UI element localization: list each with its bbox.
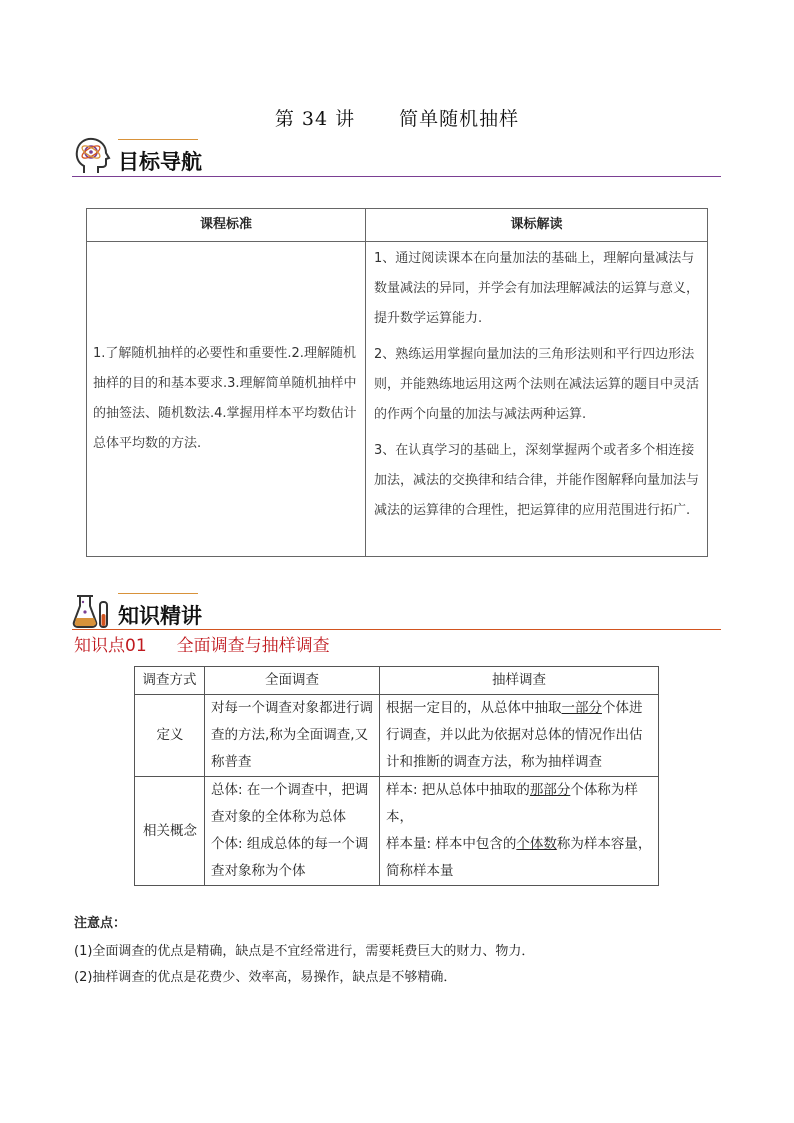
goals-section-title: 目标导航 [118,150,202,174]
survey-comparison-table [134,666,659,886]
header-survey-method: 调查方式 [135,667,205,695]
note-item: (1)全面调查的优点是精确，缺点是不宜经常进行，需要耗费巨大的财力、物力． [74,944,535,959]
header-standard-interpretation: 课标解读 [366,209,708,242]
notes-title: 注意点： [74,916,127,931]
interpretation-item: 1、通过阅读课本在向量加法的基础上，理解向量减法与数量减法的异同，并学会有加法理解减法的运算与意义，提升数学运算能力. [374,251,700,326]
head-brain-icon [72,136,112,176]
knowledge-section-title: 知识精讲 [118,604,202,628]
notes-block [74,912,534,991]
header-full-survey: 全面调查 [205,667,380,695]
lab-flask-icon [72,592,112,630]
knowledge-point-title: 全面调查与抽样调查 [176,636,330,656]
row-label-definition: 定义 [135,695,205,777]
standard-interpretation-cell [366,242,708,557]
course-standards-table [86,208,708,557]
interpretation-item: 2、熟练运用掌握向量加法的三角形法则和平行四边形法则，并能熟练地运用这两个法则在减法运算的题目中灵活的作两个向量的加法与减法两种运算. [374,347,700,422]
underlined-term: 那部分 [529,782,571,798]
course-standard-text: 1.了解随机抽样的必要性和重要性.2.理解随机抽样的目的和基本要求.3.理解简单随机抽样中的抽签法、随机数法.4.掌握用样本平均数估计总体平均数的方法. [87,242,366,557]
row-label-concepts: 相关概念 [135,777,205,886]
note-item: (2)抽样调查的优点是花费少、效率高，易操作，缺点是不够精确． [74,970,457,985]
underlined-term: 个体数 [516,836,557,852]
goals-rule [72,176,721,177]
knowledge-point-number: 知识点01 [74,636,147,656]
goals-overline [118,139,198,140]
knowledge-rule [72,629,721,630]
knowledge-point-heading [74,631,330,656]
underlined-term: 一部分 [561,700,602,716]
full-survey-definition: 对每一个调查对象都进行调查的方法,称为全面调查,又称普查 [205,695,380,777]
interpretation-item: 3、在认真学习的基础上，深刻掌握两个或者多个相连接加法，减法的交换律和结合律，并能作图解释向量加法与减法的运算律的合理性，把运算律的应用范围进行拓广. [374,443,700,518]
lecture-number: 第 34 讲 [274,108,356,130]
full-survey-concepts: 总体: 在一个调查中，把调查对象的全体称为总体 个体: 组成总体的每一个调查对象称为个体 [205,777,380,886]
header-sample-survey: 抽样调查 [380,667,659,695]
knowledge-overline [118,593,198,594]
sample-survey-definition: 根据一定目的，从总体中抽取一部分个体进行调查，并以此为依据对总体的情况作出估计和推断的调查方法，称为抽样调查 [380,695,659,777]
table-row [135,777,659,886]
page-title [0,104,794,131]
lecture-topic: 简单随机抽样 [399,108,520,130]
sample-survey-concepts: 样本: 把从总体中抽取的那部分个体称为样本， 样本量: 样本中包含的个体数称为样本容量，简称样本量 [380,777,659,886]
table-row [135,695,659,777]
header-course-standard: 课程标准 [87,209,366,242]
